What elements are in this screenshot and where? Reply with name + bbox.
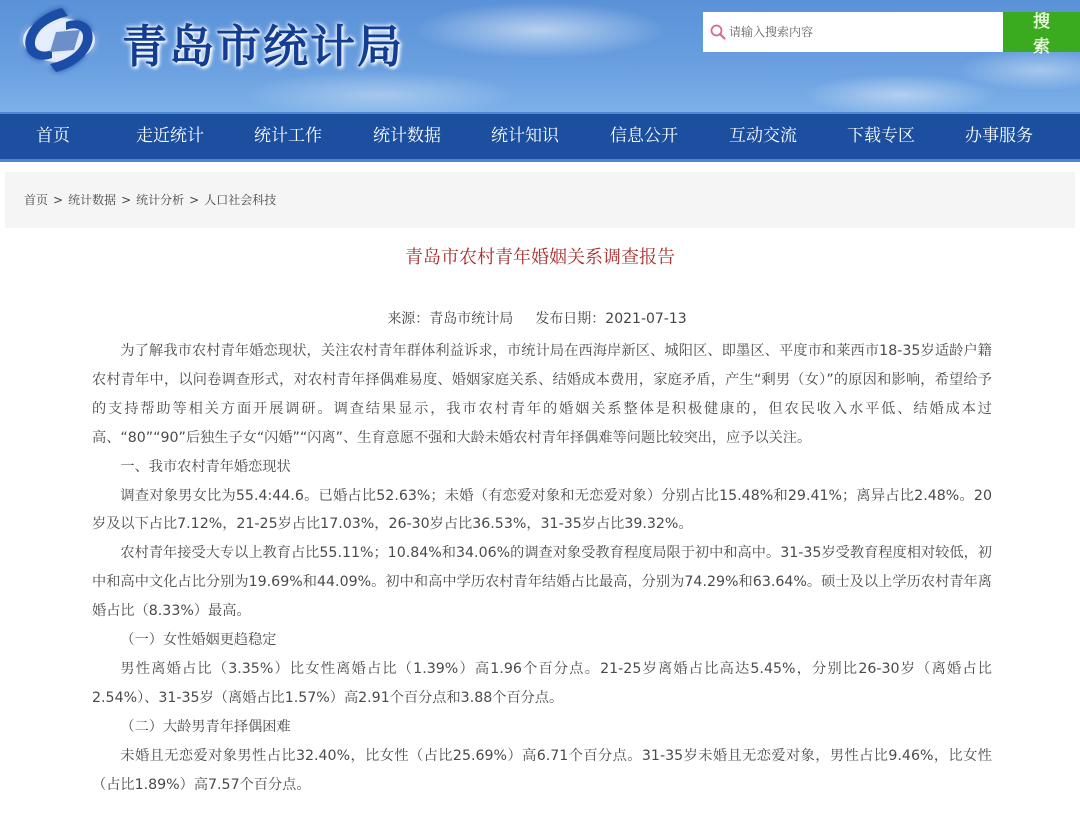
nav-item-downloads[interactable]: 下载专区 (847, 126, 915, 146)
body-paragraph: 调查对象男女比为55.4:44.6。已婚占比52.63%；未婚（有恋爱对象和无恋爱对象）分别占比15.48%和29.41%；离异占比2.48%。20岁及以下占比7.12%，21-25岁占比17.03%，26-30岁占比36.53%，31-35岁占比39.32%。 (92, 487, 992, 533)
breadcrumb-stat-analysis[interactable]: 统计分析 (136, 193, 185, 207)
breadcrumb-home[interactable]: 首页 (24, 193, 49, 207)
nav-item-work[interactable]: 统计工作 (254, 126, 322, 146)
nav-item-disclosure[interactable]: 信息公开 (610, 126, 678, 146)
article-date: 发布日期：2021-07-13 (535, 311, 687, 327)
nav-item-about[interactable]: 走近统计 (136, 126, 204, 146)
breadcrumb-stat-data[interactable]: 统计数据 (68, 193, 117, 207)
nav-item-services[interactable]: 办事服务 (965, 126, 1033, 146)
magnifier-icon (709, 23, 727, 41)
search-button[interactable]: 搜 索 (1003, 12, 1080, 52)
subsection-heading: （二）大龄男青年择偶困难 (120, 718, 291, 735)
nav-item-knowledge[interactable]: 统计知识 (491, 126, 559, 146)
body-paragraph: 农村青年接受大专以上教育占比55.11%；10.84%和34.06%的调查对象受教育程度局限于初中和高中。31-35岁受教育程度相对较低，初中和高中文化占比分别为19.69%和44.09%。初中和高中学历农村青年结婚占比最高，分别为74.29%和63.64%。硕士及以上学历农村青年离婚占比（8.33%）最高。 (92, 545, 992, 620)
breadcrumb-separator: > (121, 193, 132, 207)
search-input[interactable] (729, 25, 989, 39)
article-source: 来源：青岛市统计局 (387, 311, 514, 327)
breadcrumb-separator: > (53, 193, 64, 207)
article-title: 青岛市农村青年婚姻关系调查报告 (405, 247, 675, 268)
article-body (92, 337, 992, 800)
breadcrumb (5, 172, 1075, 228)
site-title[interactable]: 青岛市统计局 (122, 20, 405, 73)
nav-item-home[interactable]: 首页 (36, 126, 70, 146)
search-box (703, 12, 1003, 52)
breadcrumb-separator: > (189, 193, 200, 207)
article-meta (0, 308, 1074, 328)
main-nav (0, 112, 1080, 162)
statistics-logo-icon[interactable] (18, 4, 100, 76)
nav-item-data[interactable]: 统计数据 (373, 126, 441, 146)
intro-paragraph: 为了解我市农村青年婚恋现状，关注农村青年群体利益诉求，市统计局在西海岸新区、城阳区、即墨区、平度市和莱西市18-35岁适龄户籍农村青年中，以问卷调查形式，对农村青年择偶难易度、婚姻家庭关系、结婚成本费用，家庭矛盾，产生“剩男（女）”的原因和影响，希望给予的支持帮助等相关方面开展调研。调查结果显示，我市农村青年的婚姻关系整体是积极健康的，但农民收入水平低、结婚成本过高、“80”“90”后独生子女“闪婚”“闪离”、生育意愿不强和大龄未婚农村青年择偶难等问题比较突出，应予以关注。 (92, 343, 992, 446)
nav-item-interaction[interactable]: 互动交流 (729, 126, 797, 146)
breadcrumb-population[interactable]: 人口社会科技 (204, 193, 277, 207)
subsection-heading: （一）女性婚姻更趋稳定 (120, 632, 277, 649)
header-banner (0, 0, 1080, 112)
body-paragraph: 男性离婚占比（3.35%）比女性离婚占比（1.39%）高1.96个百分点。21-25岁离婚占比高达5.45%，分别比26-30岁（离婚占比2.54%）、31-35岁（离婚占比1.57%）高2.91个百分点和3.88个百分点。 (92, 660, 992, 706)
body-paragraph: 未婚且无恋爱对象男性占比32.40%，比女性（占比25.69%）高6.71个百分点。31-35岁未婚且无恋爱对象，男性占比9.46%，比女性（占比1.89%）高7.57个百分点。 (92, 747, 992, 793)
section-heading: 一、我市农村青年婚恋现状 (120, 458, 291, 475)
